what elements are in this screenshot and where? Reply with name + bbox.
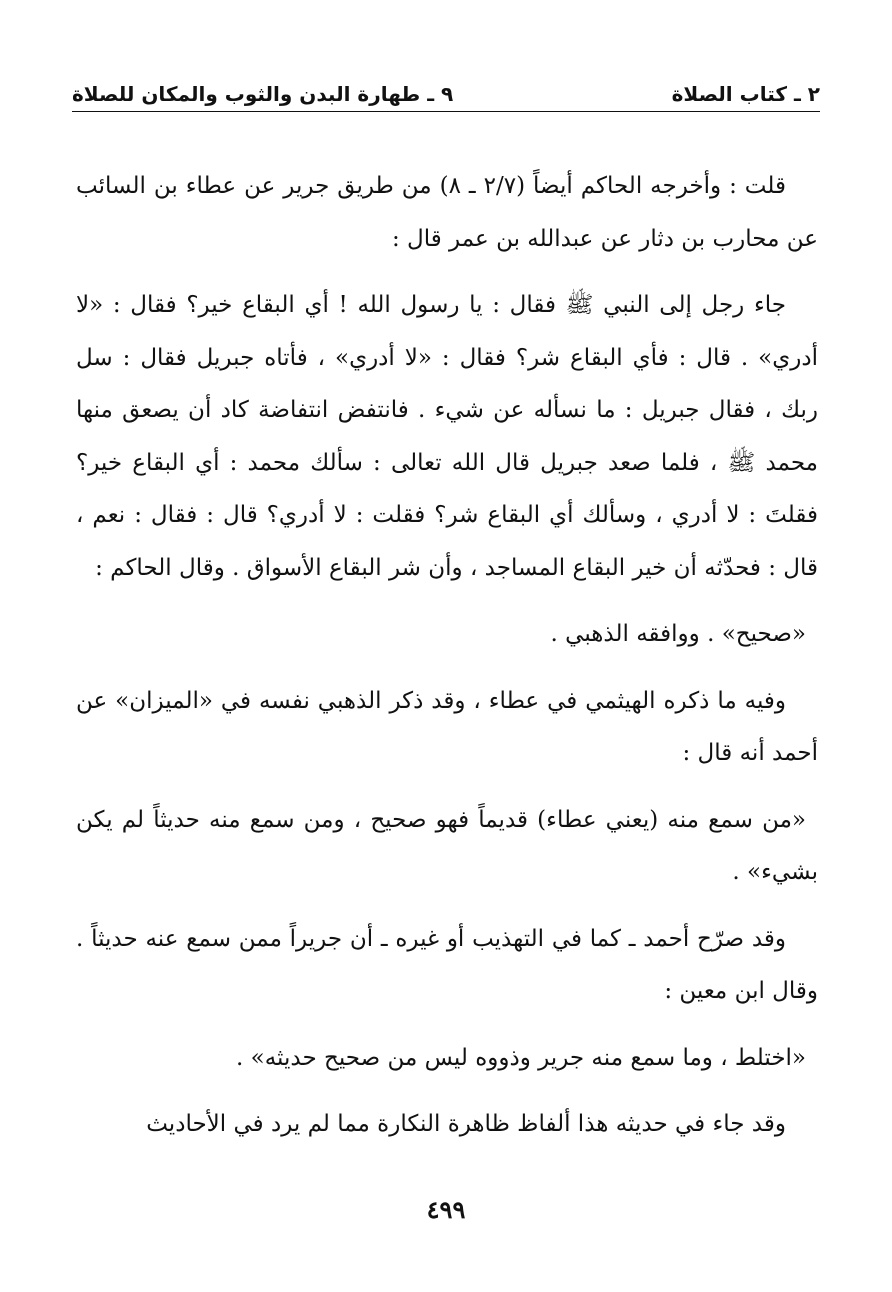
header-rule (72, 111, 820, 112)
quote-paragraph: «صحيح» . ووافقه الذهبي . (550, 621, 806, 647)
header-chapter: ٢ ـ كتاب الصلاة (671, 82, 820, 106)
header-section: ٩ ـ طهارة البدن والثوب والمكان للصلاة (72, 82, 454, 106)
quote-paragraph: «اختلط ، وما سمع منه جرير وذووه ليس من صحيح حديثه» . (236, 1044, 806, 1071)
quote-paragraph: «من سمع منه (يعني عطاء) قديماً فهو صحيح ، ومن سمع منه حديثاً لم يكن بشيء» . (76, 806, 818, 885)
paragraph: وفيه ما ذكره الهيثمي في عطاء ، وقد ذكر الذهبي نفسه في «الميزان» عن أحمد أنه قال : (76, 687, 818, 766)
running-header (72, 66, 820, 106)
page-body (76, 160, 818, 1165)
paragraph: وقد صرّح أحمد ـ كما في التهذيب أو غيره ـ أن جريراً ممن سمع عنه حديثاً . وقال ابن معين : (76, 925, 818, 1004)
paragraph: قلت : وأخرجه الحاكم أيضاً (٢/٧ ـ ٨) من طريق جرير عن عطاء بن السائب عن محارب بن دثار عن عبدالله بن عمر قال : (76, 173, 818, 252)
paragraph: جاء رجل إلى النبي ﷺ فقال : يا رسول الله ! أي البقاع خير؟ فقال : «لا أدري» . قال : فأي البقاع شر؟ فقال : «لا أدري» ، فأتاه جبريل فقال : سل ربك ، فقال جبريل : ما نسأله عن شيء . فانتفض انتفاضة كاد أن يصعق منها محمد ﷺ ، فلما صعد جبريل قال الله تعالى : سألك محمد : أي البقاع خير؟ فقلتَ : لا أدري ، وسألك أي البقاع شر؟ فقلت : لا أدري؟ قال : فقال : نعم ، قال : فحدّثه أن خير البقاع المساجد ، وأن شر البقاع الأسواق . وقال الحاكم : (76, 292, 818, 581)
page-number: ٤٩٩ (426, 1195, 466, 1224)
paragraph: وقد جاء في حديثه هذا ألفاظ ظاهرة النكارة مما لم يرد في الأحاديث (146, 1111, 786, 1137)
